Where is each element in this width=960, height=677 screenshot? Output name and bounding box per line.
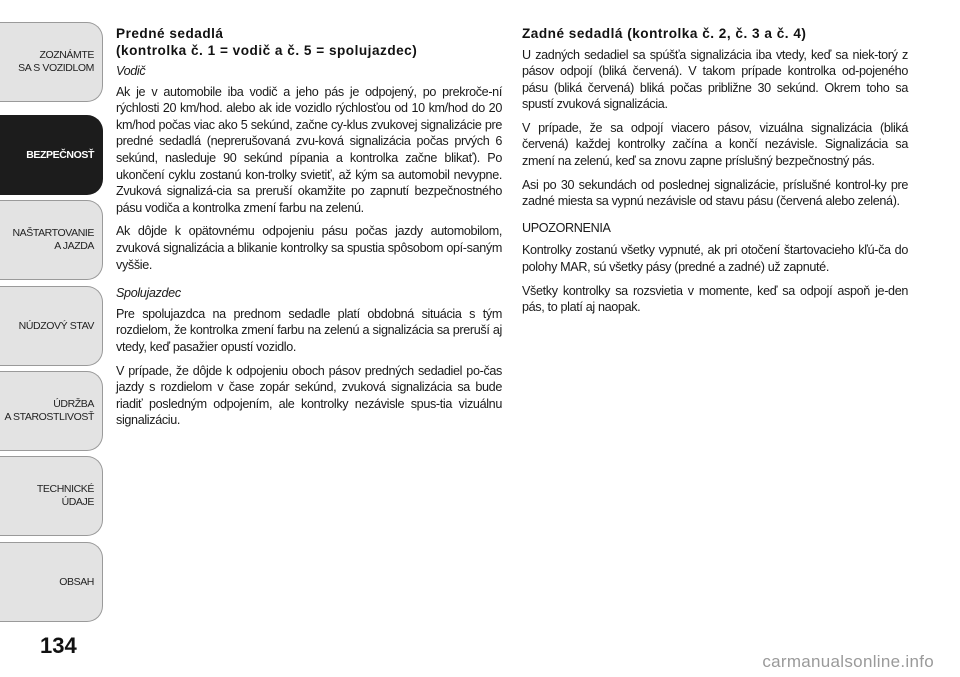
tab-udrzba-a-starostlivost[interactable]: ÚDRŽBA A STAROSTLIVOSŤ (0, 371, 103, 451)
warnings-paragraph-2: Všetky kontrolky sa rozsvietia v momente, keď sa odpojí aspoň je-den pás, to platí aj naopak. (522, 283, 908, 315)
rear-seats-heading: Zadné sedadlá (kontrolka č. 2, č. 3 a č. 4) (522, 26, 807, 41)
warnings-paragraph-1: Kontrolky zostanú všetky vypnuté, ak pri otočení štartovacieho kľú-ča do polohy MAR, sú všetky pásy (predné a zadné) už zapnuté. (522, 243, 908, 275)
tab-nudzovy-stav[interactable]: NÚDZOVÝ STAV (0, 286, 103, 366)
front-seats-heading-line1: Predné sedadlá (116, 26, 224, 41)
front-seats-heading (116, 26, 502, 59)
right-column (522, 26, 908, 323)
tab-nastartovanie-a-jazda[interactable]: NAŠTARTOVANIE A JAZDA (0, 200, 103, 280)
watermark: carmanualsonline.info (762, 652, 934, 671)
tab-obsah[interactable]: OBSAH (0, 542, 103, 622)
page-number: 134 (40, 633, 77, 658)
rear-paragraph-2: V prípade, že sa odpojí viacero pásov, vizuálna signalizácia (bliká červená) každej kontrolky začína a končí nezávisle. Signalizácia sa zmení na zelenú, keď sa znovu zapne príslušný bezpečnostný pás. (522, 120, 908, 169)
passenger-subheading: Spolujazdec (116, 286, 181, 301)
tab-bezpecnost[interactable]: BEZPEČNOSŤ (0, 115, 103, 195)
tab-zoznamte-sa-s-vozidlom[interactable]: ZOZNÁMTE SA S VOZIDLOM (0, 22, 103, 102)
front-seats-heading-line2: (kontrolka č. 1 = vodič a č. 5 = spolujazdec) (116, 42, 418, 58)
tab-technicke-udaje[interactable]: TECHNICKÉ ÚDAJE (0, 456, 103, 536)
rear-paragraph-3: Asi po 30 sekundách od poslednej signalizácie, príslušné kontrol-ky pre zadné miesta sa vypnú nezávisle od stavu pásu (červená alebo zelená). (522, 177, 908, 209)
left-column (116, 26, 502, 436)
passenger-paragraph-1: Pre spolujazdca na prednom sedadle platí obdobná situácia s tým rozdielom, že kontrolka zmení farbu na zelenú a signalizácia sa preruší aj vtedy, keď pasažier opustí vozidlo. (116, 306, 502, 354)
rear-paragraph-1: U zadných sedadiel sa spúšťa signalizácia iba vtedy, keď sa niek-torý z pásov odpojí (bliká červená). V takom prípade kontrolka od-pojeného pásu (bliká červená) bliká počas približne 30 sekúnd. Okrem toho sa spustí zvuková signalizácia. (522, 47, 908, 112)
driver-paragraph-2: Ak dôjde k opätovnému odpojeniu pásu počas jazdy automobilom, zvuková signalizácia a blikanie kontrolky sa spustia spôsobom opí-saným vyššie. (116, 224, 502, 272)
passenger-paragraph-2: V prípade, že dôjde k odpojeniu oboch pásov predných sedadiel po-čas jazdy s rozdielom v čase zopár sekúnd, zvuková signalizácia sa bude riadiť posledným odpojením, ale kontrolky nezávisle spus-tia vizuálnu signalizáciu. (116, 363, 502, 428)
driver-paragraph-1: Ak je v automobile iba vodič a jeho pás je odpojený, po prekroče-ní rýchlosti 20 km/hod. alebo ak ide vozidlo rýchlosťou od 10 km/hod do 20 km/hod počas viac ako 5 sekúnd, začne cy-klus zvukovej signalizácie pre predné sedadlá (neprerušovaná zvu-ková signalizácia počas prvých 6 sekúnd, nasleduje 90 sekúnd pípania a kontrolka začne blikať). Po ukončení cyklu zostanú kon-trolky svietiť, až kým sa automobil nevypne. Zvuková signalizá-cia sa preruší okamžite po zapnutí bezpečnostného pásu vodiča a kontrolka zmení farbu na zelenú. (116, 84, 502, 215)
driver-subheading: Vodič (116, 64, 146, 78)
warnings-title: UPOZORNENIA (522, 220, 611, 235)
chapter-sidebar (0, 0, 105, 640)
